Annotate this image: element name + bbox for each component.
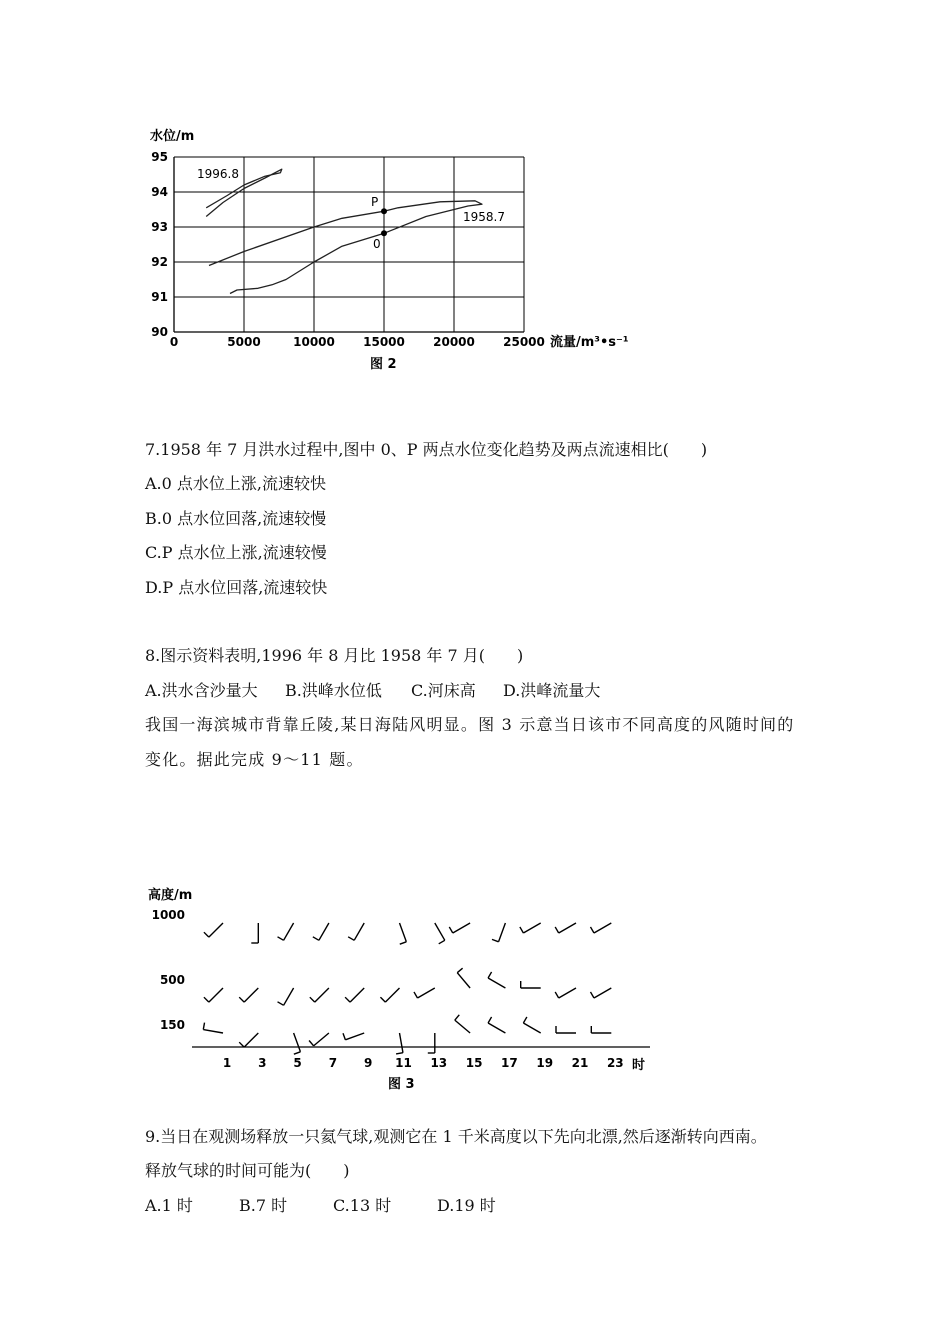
fig2-y-tick-label: 92 <box>151 255 168 269</box>
fig2-x-tick-label: 25000 <box>503 335 545 349</box>
fig3-wind-barb <box>309 1033 329 1046</box>
figure-3-chart <box>140 880 680 1095</box>
fig2-label-p: P <box>371 195 379 209</box>
fig3-wind-barb <box>348 923 364 940</box>
fig3-wind-barb <box>556 1026 576 1033</box>
fig3-wind-barb <box>449 923 470 933</box>
figure-2-chart <box>140 120 660 380</box>
q7-option-b: B.0 点水位回落,流速较慢 <box>145 509 327 528</box>
q7-option-d: D.P 点水位回落,流速较快 <box>145 578 328 597</box>
fig3-x-tick-label: 17 <box>501 1056 518 1070</box>
q7-option-c: C.P 点水位上涨,流速较慢 <box>145 543 327 562</box>
fig3-wind-barb <box>203 1023 223 1033</box>
fig3-wind-barb <box>294 1033 301 1054</box>
fig2-x-tick-label: 15000 <box>363 335 405 349</box>
fig2-x-tick-label: 10000 <box>293 335 335 349</box>
fig2-label-o: 0 <box>373 237 381 251</box>
q9-option-c: C.13 时 <box>333 1196 392 1215</box>
fig3-x-tick-label: 3 <box>258 1056 267 1070</box>
fig2-point-p <box>381 208 387 214</box>
fig3-wind-barb <box>521 981 541 988</box>
fig3-x-tick-label: 5 <box>293 1056 302 1070</box>
fig3-wind-barb <box>590 923 611 933</box>
fig3-wind-barb <box>239 1033 258 1047</box>
fig2-y-tick-label: 93 <box>151 220 168 234</box>
fig3-wind-barb <box>380 988 399 1002</box>
fig3-wind-barb <box>555 923 576 933</box>
fig2-curve-1958-7 <box>209 201 482 294</box>
fig3-wind-barb <box>428 1033 435 1053</box>
fig3-wind-barb <box>400 923 407 944</box>
figure-3 <box>140 880 680 1095</box>
fig2-xlabel: 流量/m³•s⁻¹ <box>550 335 629 350</box>
passage-line-2: 变化。据此完成 9～11 题。 <box>145 750 364 769</box>
fig3-wind-barb <box>278 923 294 940</box>
q7-option-a: A.0 点水位上涨,流速较快 <box>145 474 326 493</box>
fig3-wind-barb <box>251 923 258 943</box>
fig3-y-tick-label: 500 <box>159 973 185 987</box>
q9-option-b: B.7 时 <box>239 1196 288 1215</box>
fig3-caption: 图 3 <box>388 1077 415 1092</box>
fig3-wind-barb <box>310 988 329 1002</box>
q8-option-d: D.洪峰流量大 <box>503 681 601 700</box>
fig3-wind-barb <box>204 923 223 937</box>
fig3-wind-barb <box>414 988 435 998</box>
fig2-point-o <box>381 230 387 236</box>
q9-option-a: A.1 时 <box>145 1196 193 1215</box>
fig2-y-tick-label: 90 <box>151 325 168 339</box>
fig2-ylabel: 水位/m <box>150 129 195 144</box>
fig3-x-tick-label: 11 <box>395 1056 412 1070</box>
q7-stem: 7.1958 年 7 月洪水过程中,图中 0、P 两点水位变化趋势及两点流速相比( ) <box>145 440 708 459</box>
fig3-y-tick-label: 150 <box>159 1018 185 1032</box>
fig2-label-1996: 1996.8 <box>197 167 239 181</box>
fig3-wind-barb <box>488 972 505 988</box>
fig2-x-tick-label: 20000 <box>433 335 475 349</box>
fig2-caption: 图 2 <box>370 357 397 372</box>
fig3-wind-barb <box>343 1033 364 1040</box>
fig3-x-tick-label: 1 <box>222 1056 232 1070</box>
q9-option-d: D.19 时 <box>437 1196 496 1215</box>
fig3-x-tick-label: 13 <box>430 1056 448 1070</box>
fig3-wind-barb <box>591 1026 611 1033</box>
q8-option-b: B.洪峰水位低 <box>285 681 382 700</box>
fig3-wind-barb <box>435 923 445 944</box>
fig2-x-tick-label: 0 <box>169 335 179 349</box>
fig3-wind-barb <box>204 988 223 1002</box>
fig3-wind-barb <box>523 1017 540 1033</box>
q9-stem-line-1: 9.当日在观测场释放一只氦气球,观测它在 1 千米高度以下先向北漂,然后逐渐转向西南。 <box>145 1127 767 1146</box>
fig3-x-tick-label: 23 <box>606 1056 624 1070</box>
fig2-y-tick-label: 95 <box>151 150 168 164</box>
fig3-wind-barb <box>239 988 258 1002</box>
fig3-y-tick-label: 1000 <box>151 908 185 922</box>
fig3-wind-barb <box>455 1015 470 1033</box>
q8-option-a: A.洪水含沙量大 <box>145 681 258 700</box>
fig3-x-tick-label: 9 <box>364 1056 373 1070</box>
fig3-wind-barb <box>590 988 611 998</box>
fig2-label-1958: 1958.7 <box>463 210 505 224</box>
fig3-x-tick-label: 21 <box>571 1056 589 1070</box>
fig3-wind-barb <box>313 923 329 940</box>
q8-option-c: C.河床高 <box>411 681 476 700</box>
fig2-y-tick-label: 94 <box>151 185 168 199</box>
passage-line-1: 我国一海滨城市背靠丘陵,某日海陆风明显。图 3 示意当日该市不同高度的风随时间的 <box>145 715 795 734</box>
fig2-x-tick-label: 5000 <box>227 335 261 349</box>
fig3-wind-barb <box>278 988 294 1005</box>
fig3-x-tick-label: 15 <box>465 1056 483 1070</box>
fig3-wind-barb <box>520 923 541 933</box>
fig3-wind-barb <box>457 968 470 988</box>
fig3-ylabel: 高度/m <box>148 888 193 903</box>
fig3-wind-barb <box>492 923 505 942</box>
fig3-wind-barb <box>555 988 576 998</box>
q9-stem-line-2: 释放气球的时间可能为( ) <box>145 1161 350 1180</box>
q8-stem: 8.图示资料表明,1996 年 8 月比 1958 年 7 月( ) <box>145 646 524 665</box>
fig3-xlabel: 时 <box>632 1058 646 1073</box>
fig3-wind-barb <box>396 1033 403 1054</box>
figure-2 <box>140 120 660 380</box>
fig3-x-tick-label: 19 <box>536 1056 554 1070</box>
fig3-wind-barb <box>488 1017 505 1033</box>
fig3-x-tick-label: 7 <box>328 1056 338 1070</box>
fig2-y-tick-label: 91 <box>151 290 168 304</box>
fig3-wind-barb <box>345 988 364 1002</box>
